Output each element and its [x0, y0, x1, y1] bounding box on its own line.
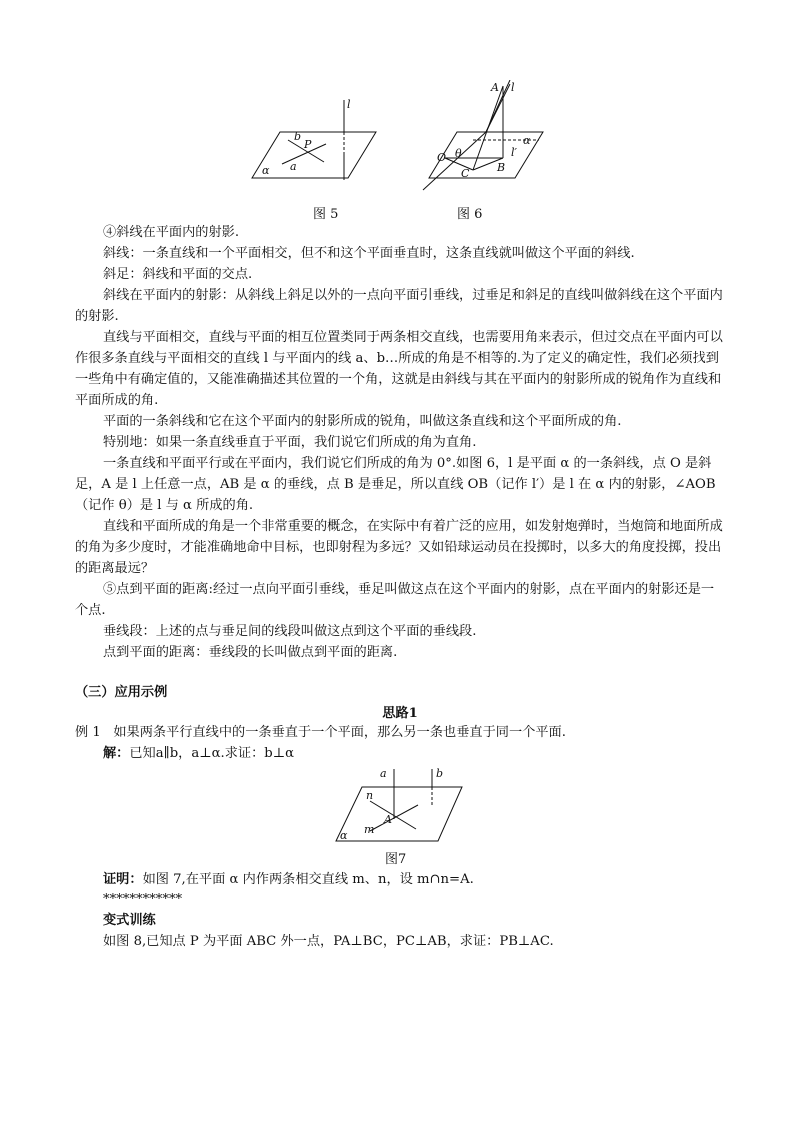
example-1-label: 例 1 — [75, 725, 101, 740]
example-1-proof — [103, 869, 723, 890]
label-a: a — [380, 767, 387, 780]
label-alpha: α — [340, 829, 348, 842]
figure-5-caption: 图 5 — [313, 207, 339, 222]
paragraph-oblique-line-definition: 斜线：一条直线和一个平面相交，但不和这个平面垂直时，这条直线就叫做这个平面的斜线. — [103, 246, 635, 261]
paragraph-angle-explanation: 直线与平面相交，直线与平面的相互位置类同于两条相交直线，也需要用角来表示，但过交点在平面内可以作很多条直线与平面相交的直线 l 与平面内的线 a、b…所成的角是不相等的.为了定义的确定性，我们必须找到一些角中有确定值的，又能准确描述其位置的一个角，这就是由斜线与其在平面内的射影所成的锐角作为直线和平面所成的角. — [75, 330, 723, 408]
label-P: P — [304, 138, 312, 151]
paragraph-perpendicular-segment: 垂线段：上述的点与垂足间的线段叫做这点到这个平面的垂线段. — [103, 624, 477, 639]
label-lprime: l′ — [511, 146, 518, 159]
plane-alpha-shape — [336, 787, 462, 841]
label-alpha: α — [262, 164, 270, 177]
label-A: A — [491, 81, 499, 94]
section-title: （三）应用示例 — [75, 685, 168, 700]
practice-title: 变式训练 — [103, 913, 156, 928]
label-C: C — [461, 167, 470, 180]
label-l: l — [511, 81, 515, 94]
label-b: b — [436, 767, 444, 780]
paragraph-projection-definition: 斜线在平面内的射影：从斜线上斜足以外的一点向平面引垂线，过垂足和斜足的直线叫做斜线在这个平面内的射影. — [75, 288, 723, 324]
label-A: A — [384, 813, 392, 826]
paragraph-distance-definition: 点到平面的距离：垂线段的长叫做点到平面的距离. — [103, 645, 398, 660]
figure-6 — [415, 80, 545, 192]
section-subtitle: 思路1 — [382, 706, 418, 721]
paragraph-right-angle-case: 特别地：如果一条直线垂直于平面，我们说它们所成的角为直角. — [103, 435, 477, 450]
paragraph-point-plane-distance: ⑤点到平面的距离:经过一点向平面引垂线，垂足叫做这点在这个平面内的射影，点在平面内的射影还是一个点. — [75, 582, 715, 618]
line-n — [370, 801, 416, 829]
label-B: B — [497, 161, 506, 174]
proof-text: 如图 7,在平面 α 内作两条相交直线 m、n，设 m∩n=A. — [142, 872, 474, 887]
proof-label: 证明： — [103, 872, 143, 887]
figure-7-caption: 图7 — [385, 852, 407, 867]
label-O: O — [437, 151, 447, 164]
practice-text: 如图 8,已知点 P 为平面 ABC 外一点，PA⊥BC，PC⊥AB，求证：PB⊥AC. — [103, 934, 554, 949]
line-AC — [473, 86, 503, 170]
label-m: m — [364, 823, 375, 836]
solution-text: 已知a∥b，a⊥α.求证：b⊥α — [129, 746, 295, 761]
example-1 — [75, 722, 725, 743]
example-1-solution — [75, 743, 725, 764]
figure-6-caption: 图 6 — [457, 207, 483, 222]
example-1-text: 如果两条平行直线中的一条垂直于一个平面，那么另一条也垂直于同一个平面. — [113, 725, 566, 740]
solution-label: 解： — [103, 746, 130, 761]
plane-alpha-shape — [252, 132, 376, 178]
paragraph-oblique-projection-heading: ④斜线在平面内的射影. — [103, 225, 240, 240]
figure-5 — [250, 98, 380, 184]
label-l: l — [347, 98, 351, 111]
label-n: n — [366, 789, 374, 802]
paragraph-applications: 直线和平面所成的角是一个非常重要的概念，在实际中有着广泛的应用，如发射炮弹时，当炮筒和地面所成的角为多少度时，才能准确地命中目标，也即射程为多远？又如铅球运动员在投掷时，以多大的角度投掷，投出的距离最远？ — [75, 519, 723, 576]
proof-omitted-stars: ************ — [103, 892, 183, 907]
paragraph-oblique-foot-definition: 斜足：斜线和平面的交点. — [103, 267, 253, 282]
label-alpha: α — [523, 134, 531, 147]
figure-7 — [332, 765, 464, 845]
paragraph-angle-definition: 平面的一条斜线和它在这个平面内的射影所成的锐角，叫做这条直线和这个平面所成的角. — [103, 414, 622, 429]
paragraph-zero-angle-case: 一条直线和平面平行或在平面内，我们说它们所成的角为 0°.如图 6，l 是平面 α 的一条斜线，点 O 是斜足，A 是 l 上任意一点，AB 是 α 的垂线，点 B 是垂足，所以直线 OB（记作 l′）是 l 在 α 内的射影，∠AOB（记作 θ）是 l 与 α 所成的角. — [75, 456, 716, 513]
label-a: a — [290, 160, 297, 173]
label-theta: θ — [455, 147, 462, 160]
label-b: b — [294, 130, 302, 143]
